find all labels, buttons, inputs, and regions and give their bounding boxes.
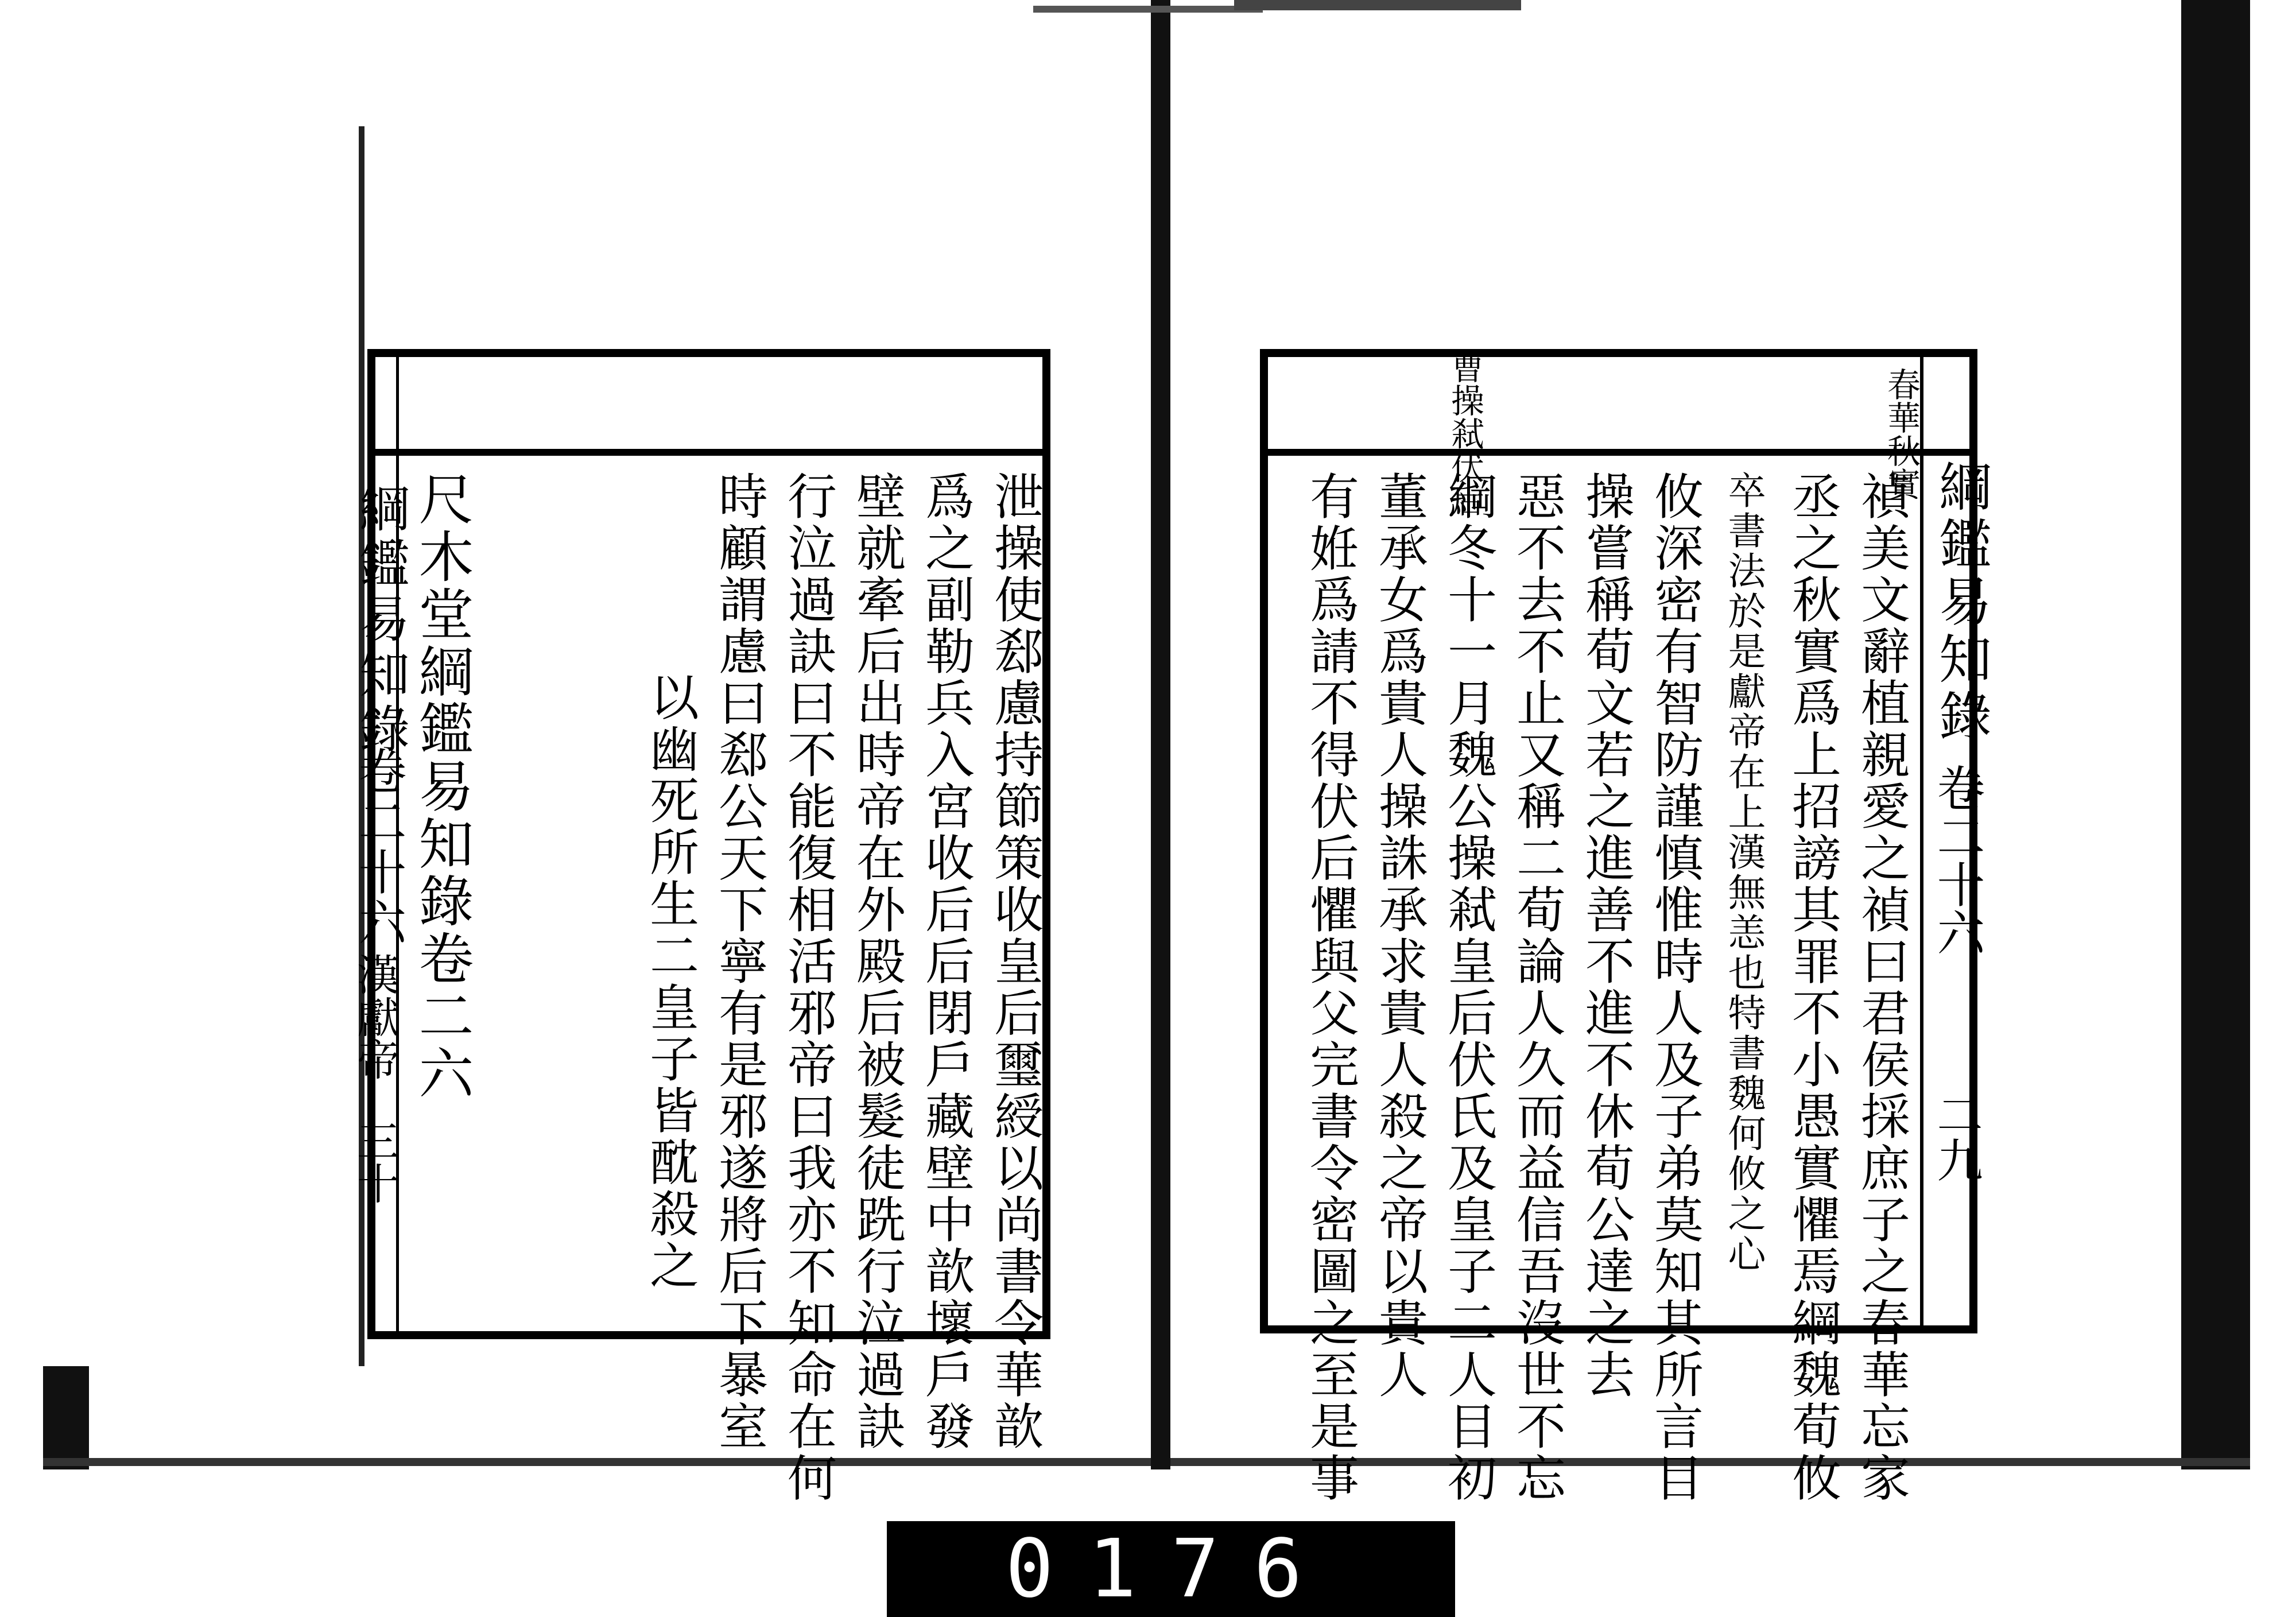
left-text-column-1: 泄操使郄慮持節策收皇后璽綬以尚書令華歆 (986, 471, 1043, 1452)
header-note-spring-autumn: 春華秋實 (1882, 367, 1921, 501)
left-text-column-3: 壁就牽后出時帝在外殿后被髮徒跣行泣過訣 (848, 471, 905, 1452)
right-text-column-1: 禎美文辭植親愛之禎曰君侯採庶子之春華忘家 (1852, 471, 1910, 1504)
book-gutter (1151, 0, 1170, 1469)
left-margin-title: 綱鑑易知錄 (351, 482, 410, 758)
left-margin-folio: 三十 (350, 1119, 400, 1204)
right-text-column-7: 綱冬十一月魏公操弒皇后伏氏及皇子二人目初 (1439, 471, 1496, 1504)
left-margin-volume: 卷二十六 (351, 746, 407, 948)
scan-bottom-edge (43, 1458, 2250, 1466)
header-note-cao-cao: 曹操弒伏后 (1445, 350, 1484, 517)
right-text-column-9: 有姙爲請不得伏后懼與父完書令密圖之至是事 (1301, 471, 1359, 1504)
scan-left-edge (43, 1366, 89, 1469)
left-colophon-title: 尺木堂綱鑑易知錄卷二六 (410, 471, 474, 1102)
right-text-column-3: 卒書法於是獻帝在上漢無恙也特書魏何攸之心 (1721, 471, 1766, 1274)
left-text-column-4: 行泣過訣曰不能復相活邪帝曰我亦不知命在何 (779, 471, 836, 1504)
top-edge-noise-2 (1234, 0, 1521, 10)
right-text-column-4: 攸深密有智防謹慎惟時人及子弟莫知其所言目 (1646, 471, 1703, 1504)
right-text-column-5: 操嘗稱荀文若之進善不進不休荀公達之去 (1577, 471, 1634, 1401)
left-text-column-2: 爲之副勒兵入宮收后后閉戶藏壁中歆壞戶發 (917, 471, 974, 1452)
left-text-column-5: 時顧謂慮曰郄公天下寧有是邪遂將后下暴室 (710, 471, 767, 1452)
left-header-rule (367, 449, 1050, 456)
right-margin-title: 綱鑑易知錄 (1930, 459, 1992, 746)
film-frame-number: 0176 (887, 1521, 1455, 1617)
top-edge-noise (1033, 6, 1263, 13)
right-margin-volume: 卷二十六 (1929, 763, 1985, 956)
right-text-column-2: 丞之秋實爲上招謗其罪不小愚實懼焉綱魏荀攸 (1783, 471, 1841, 1504)
scan-right-edge (2181, 0, 2250, 1469)
right-header-rule (1260, 449, 1977, 456)
right-text-column-8: 董承女爲貴人操誅承求貴人殺之帝以貴人 (1370, 471, 1428, 1401)
left-margin-dynasty: 漢獻帝 (350, 953, 400, 1080)
right-margin-folio: 二九 (1929, 1091, 1983, 1182)
right-text-column-6: 惡不去不止又稱二荀論人久而益信吾沒世不忘 (1508, 471, 1565, 1504)
left-text-column-6: 以幽死所生二皇子皆酖殺之 (641, 672, 699, 1292)
